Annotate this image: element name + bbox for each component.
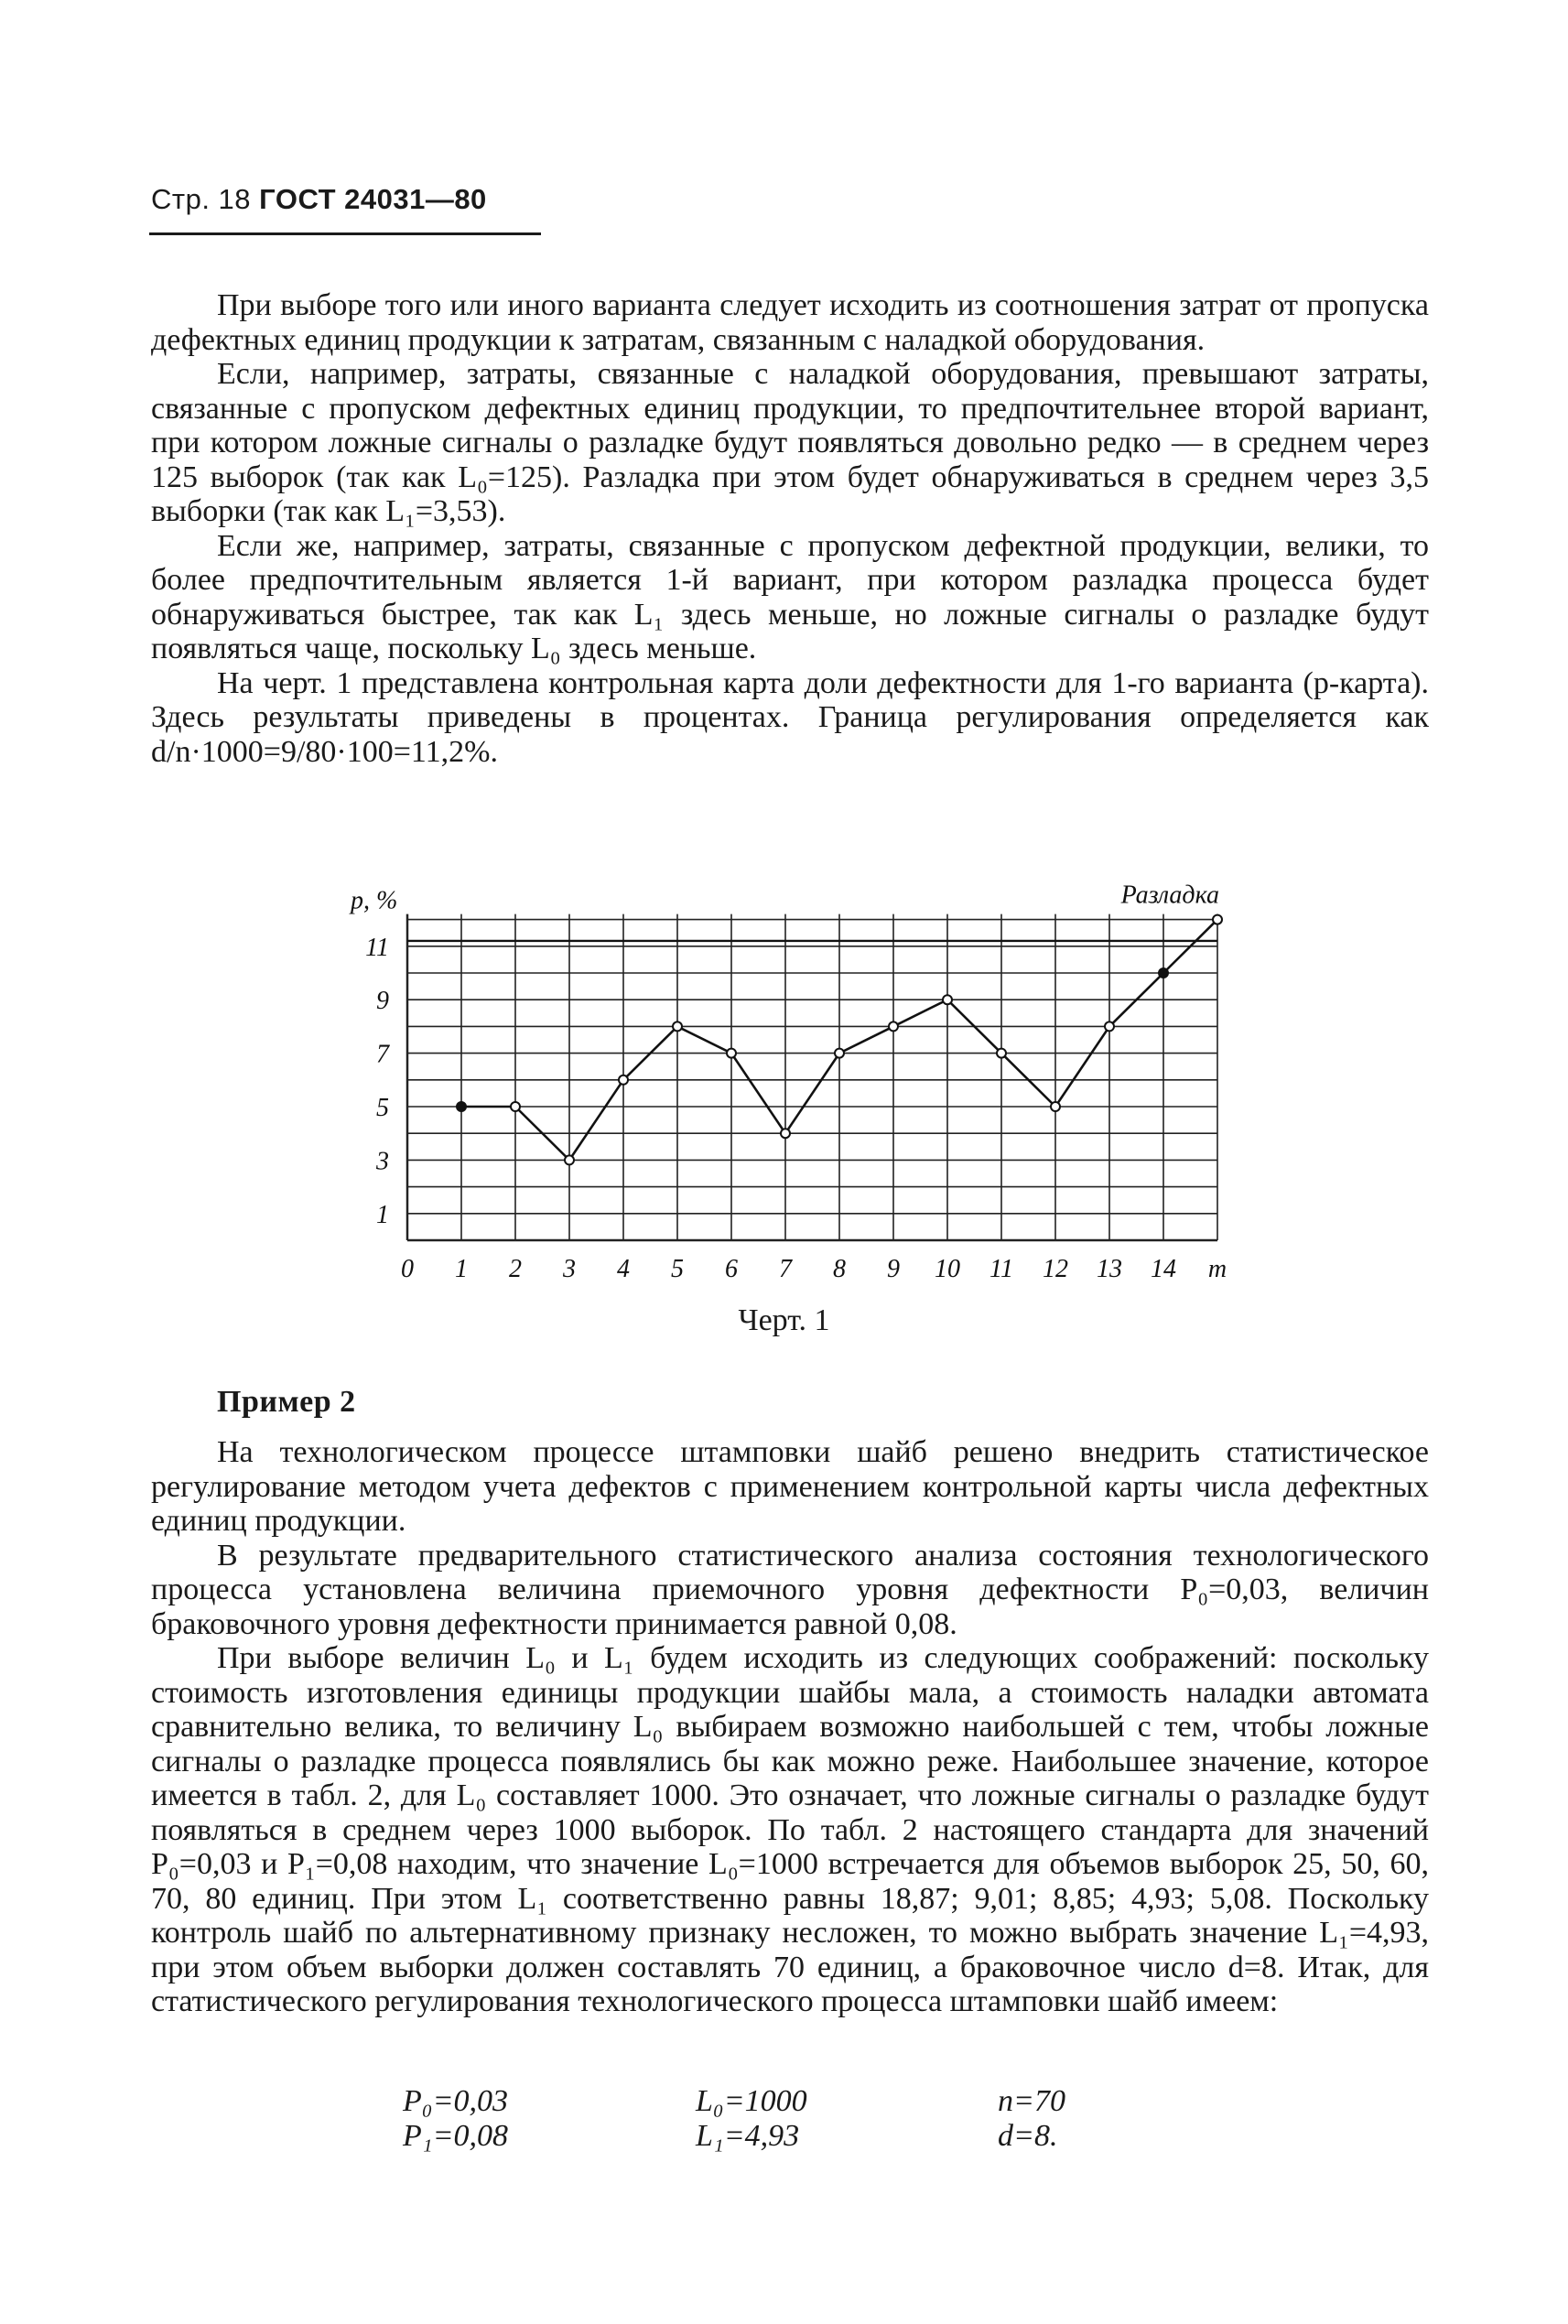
text-block-1 bbox=[151, 288, 1429, 769]
x-tick-label: 2 bbox=[509, 1255, 522, 1283]
x-tick-label: 4 bbox=[617, 1255, 630, 1283]
data-point bbox=[781, 1129, 790, 1138]
x-tick-label: 13 bbox=[1097, 1255, 1122, 1283]
data-point bbox=[565, 1155, 574, 1164]
data-point bbox=[457, 1102, 466, 1111]
param-p1: P₁=0,08 bbox=[403, 2119, 509, 2153]
parameter-row bbox=[0, 2084, 1568, 2119]
data-point bbox=[889, 1021, 898, 1031]
param-d: d=8. bbox=[998, 2119, 1058, 2153]
x-tick-label: 5 bbox=[671, 1255, 684, 1283]
y-tick-label: 1 bbox=[376, 1200, 389, 1229]
y-tick-label: 3 bbox=[376, 1147, 389, 1176]
x-tick-label: m bbox=[1207, 1255, 1227, 1283]
x-tick-label: 11 bbox=[989, 1255, 1013, 1283]
paragraph: При выборе величин L₀ и L₁ будем исходить из следующих соображений: поскольку стоимость изготовления единицы продукции шайбы мала, а стоимость наладки автомата сравнительно велика, то величину L₀ выбираем возможно наибольшей с тем, чтобы ложные сигналы о разладке процесса появлялись бы как можно реже. Наибольшее значение, которое имеется в табл. 2, для L₀ составляет 1000. Это означает, что ложные сигналы о разладке будут появляться в среднем через 1000 выборок. По табл. 2 настоящего стандарта для значений P₀=0,03 и P₁=0,08 находим, что значение L₀=1000 встречается для объемов выборок 25, 50, 60, 70, 80 единиц. При этом L₁ соответственно равны 18,87; 9,01; 8,85; 4,93; 5,08. Поскольку контроль шайб по альтернативному признаку несложен, то можно выбрать значение L₁=4,93, при этом объем выборки должен составлять 70 единиц, а браковочное число d=8. Итак, для статистического регулирования технологического процесса штамповки шайб имеем: bbox=[151, 1641, 1429, 2018]
x-tick-label: 12 bbox=[1043, 1255, 1068, 1283]
data-point bbox=[619, 1076, 628, 1085]
x-tick-label: 3 bbox=[563, 1255, 576, 1283]
data-point bbox=[727, 1049, 736, 1058]
page-header bbox=[151, 183, 487, 216]
x-tick-label: 14 bbox=[1151, 1255, 1176, 1283]
data-point bbox=[511, 1102, 520, 1111]
text-block-2 bbox=[151, 1435, 1429, 2019]
param-n: n=70 bbox=[998, 2084, 1065, 2118]
paragraph: На технологическом процессе штамповки шайб решено внедрить статистическое регулирование методом учета дефектов с применением контрольной карты числа дефектных единиц продукции. bbox=[151, 1435, 1429, 1538]
paragraph: Если, например, затраты, связанные с наладкой оборудования, превышают затраты, связанные с пропуском дефектных единиц продукции, то предпочтительнее второй вариант, при котором ложные сигналы о разладке будут появляться довольно редко — в среднем через 125 выборок (так как L₀=125). Разладка при этом будет обнаруживаться в среднем через 3,5 выборки (так как L₁=3,53). bbox=[151, 357, 1429, 528]
y-axis-label: p, % bbox=[351, 886, 398, 915]
header-rule bbox=[149, 232, 541, 235]
param-l0: L₀=1000 bbox=[696, 2084, 807, 2118]
paragraph: Если же, например, затраты, связанные с пропуском дефектной продукции, велики, то более предпочтительным является 1-й вариант, при котором разладка процесса будет обнаруживаться быстрее, так как L₁ здесь меньше, но ложные сигналы о разладке будут появляться чаще, поскольку L₀ здесь меньше. bbox=[151, 528, 1429, 665]
data-point bbox=[1051, 1102, 1060, 1111]
chart-grid bbox=[407, 914, 1217, 1240]
x-tick-label: 1 bbox=[455, 1255, 468, 1283]
param-l1: L₁=4,93 bbox=[696, 2119, 800, 2153]
data-point bbox=[835, 1049, 844, 1058]
control-chart bbox=[351, 856, 1259, 1283]
y-tick-label: 7 bbox=[376, 1040, 389, 1069]
figure-caption: Черт. 1 bbox=[738, 1303, 830, 1337]
y-tick-label: 9 bbox=[376, 987, 389, 1016]
standard-number: ГОСТ 24031—80 bbox=[259, 183, 487, 215]
x-tick-label: 7 bbox=[779, 1255, 792, 1283]
example-heading: Пример 2 bbox=[217, 1385, 356, 1419]
control-chart-svg bbox=[351, 856, 1259, 1283]
paragraph: При выборе того или иного варианта следует исходить из соотношения затрат от пропуска дефектных единиц продукции к затратам, связанным с наладкой оборудования. bbox=[151, 288, 1429, 357]
page-label: Стр. 18 bbox=[151, 183, 252, 215]
x-tick-label: 6 bbox=[725, 1255, 738, 1283]
paragraph: На черт. 1 представлена контрольная карта доли дефектности для 1-го варианта (p-карта). Здесь результаты приведены в процентах. Граница регулирования определяется как d/n·1000=9/80·100=11,2%. bbox=[151, 665, 1429, 769]
data-point bbox=[1159, 968, 1168, 978]
x-tick-label: 0 bbox=[401, 1255, 414, 1283]
parameter-row bbox=[0, 2119, 1568, 2154]
chart-title: Разладка bbox=[1120, 881, 1219, 910]
x-tick-label: 8 bbox=[833, 1255, 846, 1283]
y-tick-label: 5 bbox=[376, 1094, 389, 1122]
parameter-table bbox=[0, 2084, 1568, 2154]
paragraph: В результате предварительного статистического анализа состояния технологического процесса установлена величина приемочного уровня дефектности P₀=0,03, величин браковочного уровня дефектности принимается равной 0,08. bbox=[151, 1538, 1429, 1641]
data-point bbox=[1105, 1021, 1114, 1031]
param-p0: P₀=0,03 bbox=[403, 2084, 509, 2118]
x-tick-label: 10 bbox=[935, 1255, 960, 1283]
data-point bbox=[943, 995, 952, 1004]
data-point bbox=[673, 1021, 682, 1031]
x-tick-label: 9 bbox=[887, 1255, 900, 1283]
data-point bbox=[997, 1049, 1006, 1058]
y-tick-label: 11 bbox=[365, 933, 389, 962]
data-point bbox=[1213, 915, 1222, 924]
